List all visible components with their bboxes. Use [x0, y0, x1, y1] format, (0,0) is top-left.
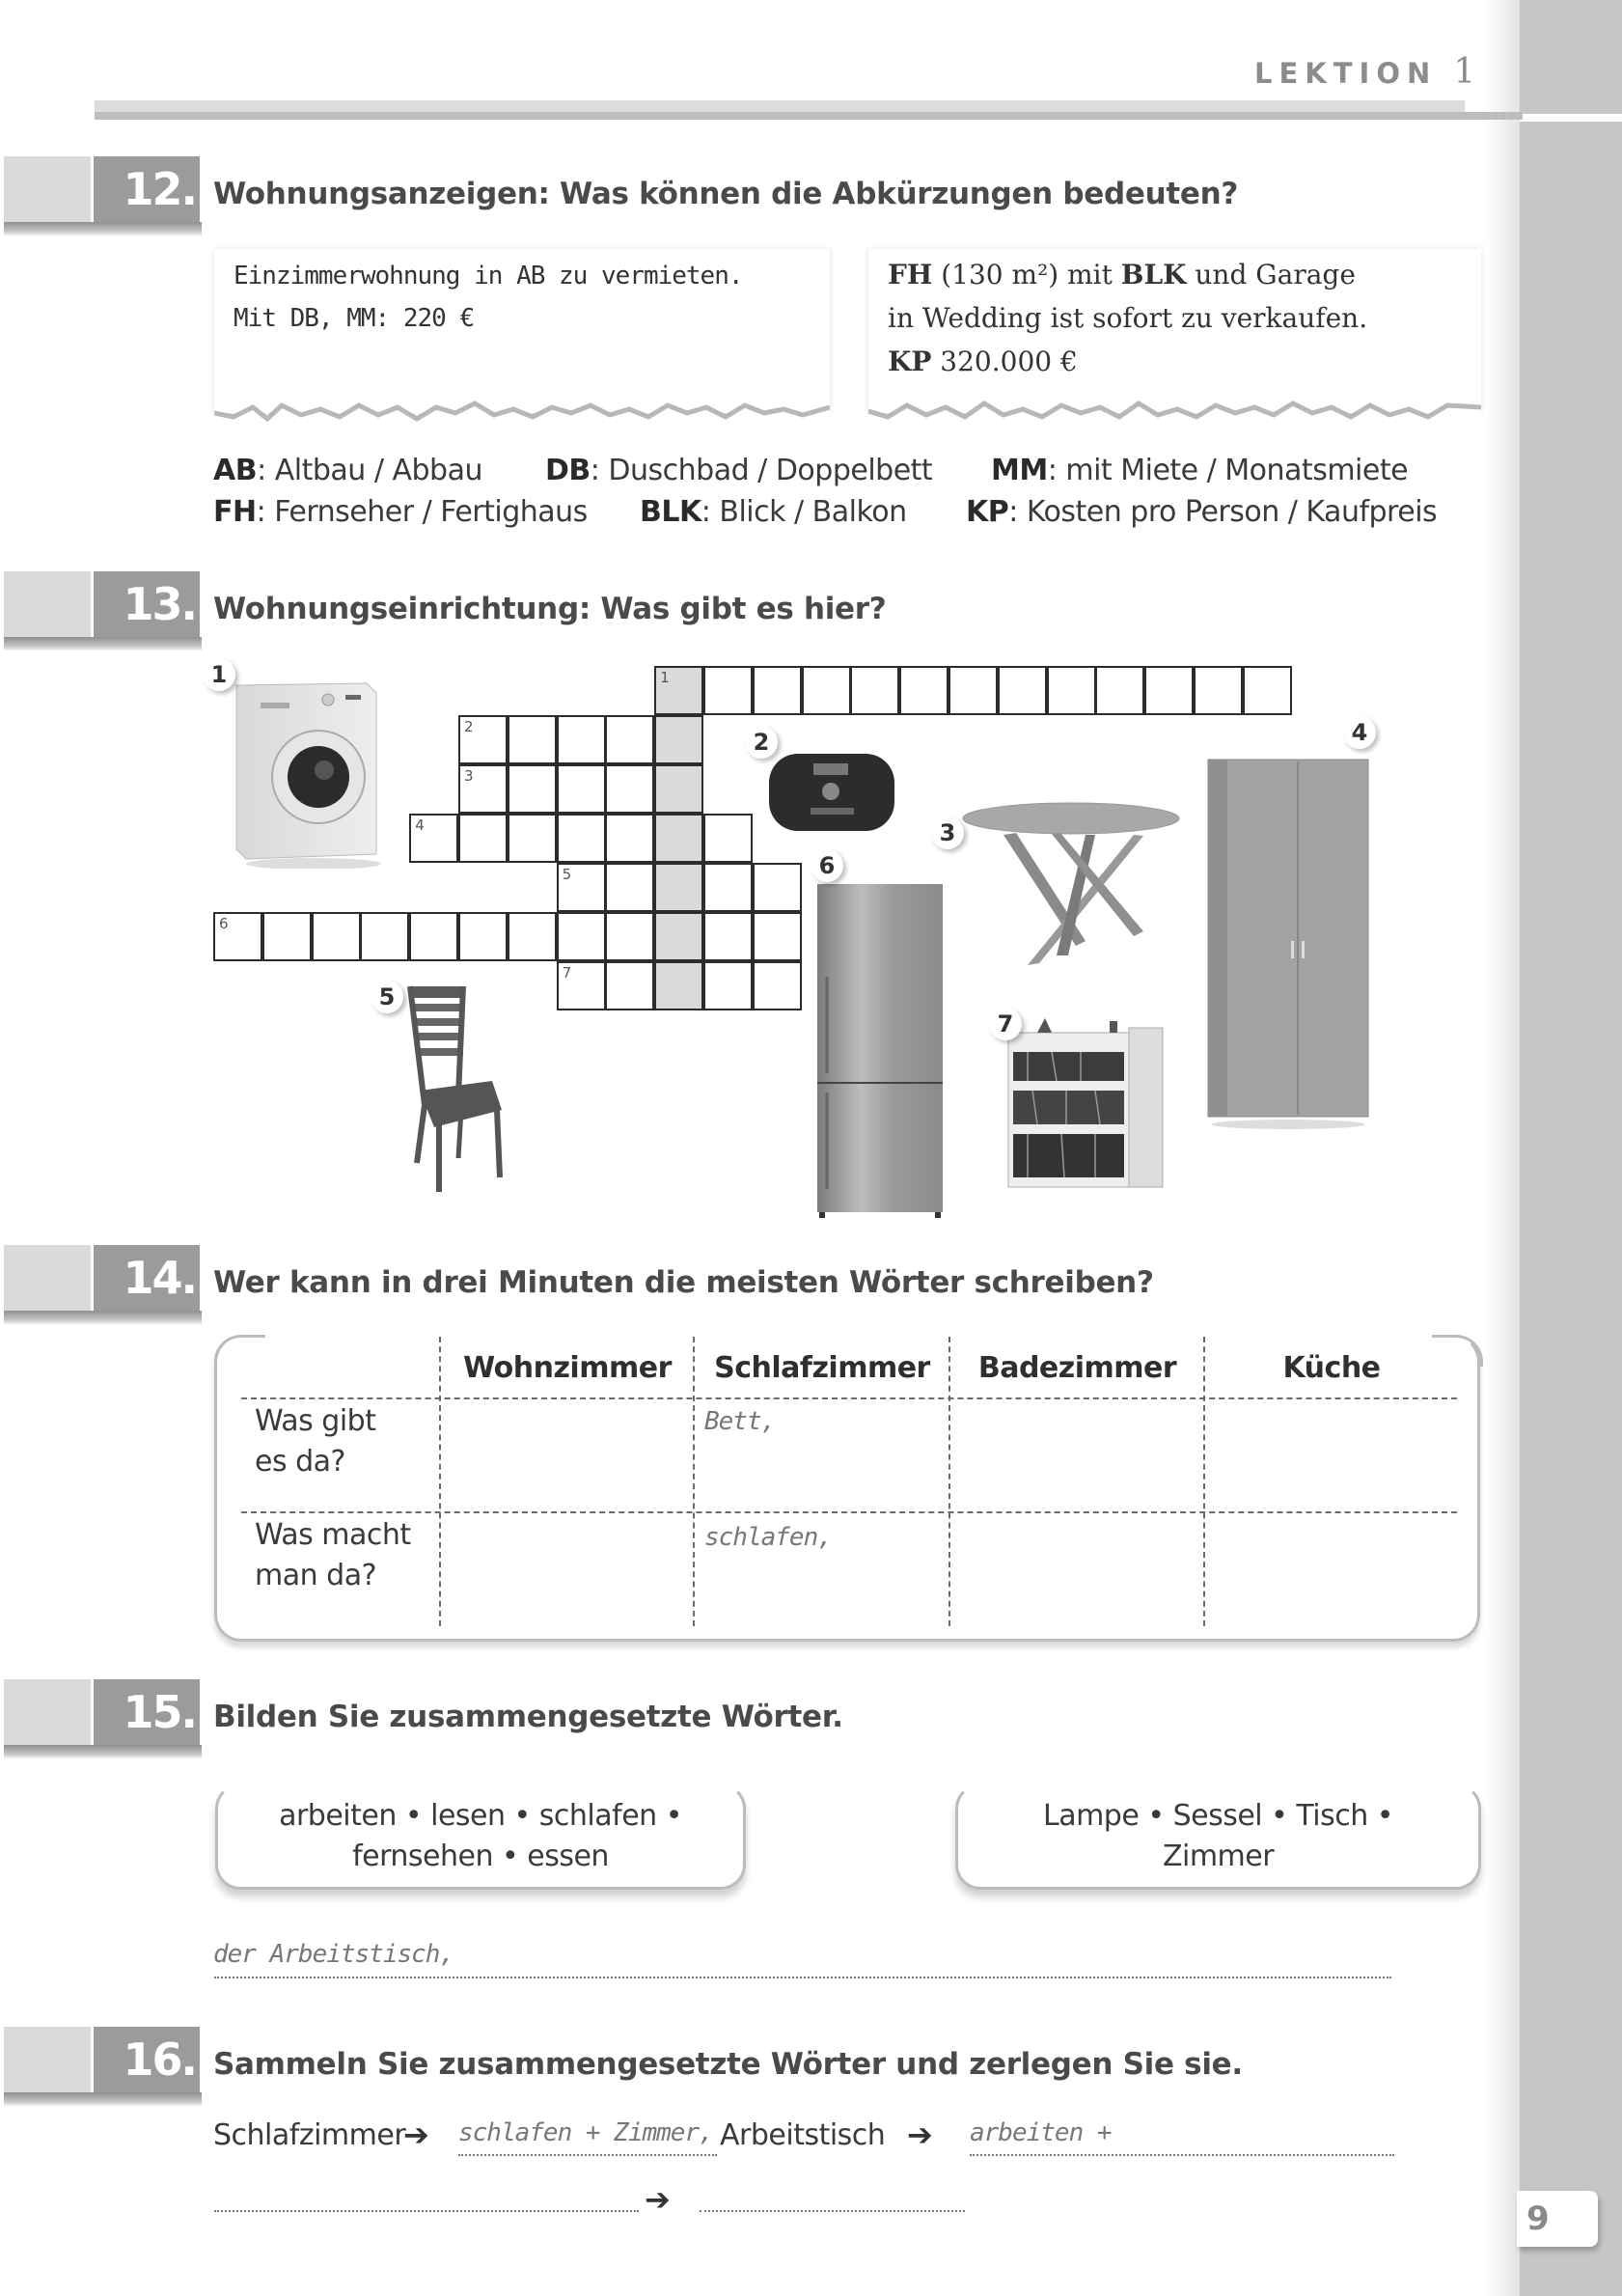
section-tab [4, 1679, 91, 1745]
crossword-cell[interactable] [458, 814, 508, 863]
crossword-cell[interactable] [312, 912, 361, 961]
crossword-cell[interactable] [654, 814, 703, 863]
row-divider [241, 1397, 1457, 1399]
crossword-cell[interactable] [458, 715, 508, 764]
section-tab [4, 571, 91, 637]
word-box-nouns-line2: Zimmer [1162, 1840, 1275, 1873]
picture-label-6: 6 [811, 849, 843, 882]
example-schlafzimmer: Schlafzimmer [213, 2118, 406, 2152]
exercise-number: 16. [94, 2027, 200, 2092]
crossword-cell[interactable] [213, 912, 262, 961]
table-corner [214, 1335, 265, 1367]
crossword-cell[interactable] [654, 715, 703, 764]
ad-right [868, 249, 1481, 413]
lesson-label: LEKTION [1254, 57, 1438, 90]
section-tab-shadow [4, 1745, 202, 1758]
crossword-cell[interactable] [899, 666, 948, 715]
abbreviation-db: DB: Duschbad / Doppelbett [545, 454, 933, 487]
crossword-cell[interactable] [850, 666, 899, 715]
header-rule [95, 100, 1465, 112]
crossword-cell[interactable] [753, 961, 802, 1010]
word-box-nouns [955, 1784, 1481, 1890]
ad-left-line2: Mit DB, MM: 220 € [234, 304, 475, 333]
exercise-title: Bilden Sie zusammengesetzte Wörter. [213, 1700, 843, 1734]
crossword-cell[interactable] [703, 912, 753, 961]
column-header-schlafzimmer: Schlafzimmer [714, 1351, 930, 1385]
crossword-clue-number: 1 [660, 669, 670, 686]
crossword-clue-number: 2 [464, 718, 474, 735]
washing-machine-image [232, 676, 386, 869]
section-tab-shadow [4, 637, 202, 650]
crossword-cell[interactable] [557, 961, 606, 1010]
crossword-cell[interactable] [1095, 666, 1144, 715]
answer-arbeiten[interactable]: arbeiten + [970, 2118, 1112, 2147]
answer-line[interactable] [458, 2154, 717, 2156]
section-tab-shadow [4, 222, 202, 235]
arrow-icon: ➔ [403, 2116, 429, 2153]
crossword-cell[interactable] [998, 666, 1047, 715]
crossword-cell[interactable] [1194, 666, 1243, 715]
crossword-cell[interactable] [605, 814, 654, 863]
crossword-cell[interactable] [605, 764, 654, 814]
crossword-cell[interactable] [654, 912, 703, 961]
column-divider [1203, 1337, 1205, 1626]
abbreviation-blk: BLK: Blick / Balkon [640, 495, 907, 529]
answer-line[interactable] [700, 2210, 965, 2212]
page-number: 9 [1517, 2191, 1598, 2247]
arrow-icon: ➔ [645, 2181, 671, 2218]
column-header-kueche: Küche [1282, 1351, 1381, 1385]
crossword-cell[interactable] [802, 666, 851, 715]
word-box-nouns-line1: Lampe • Sessel • Tisch • [1042, 1799, 1393, 1833]
lesson-header [1254, 52, 1475, 92]
crossword-clue-number: 7 [562, 964, 572, 982]
section-tab [4, 2027, 91, 2092]
crossword-cell[interactable] [409, 814, 458, 863]
crossword-cell[interactable] [703, 961, 753, 1010]
crossword-cell[interactable] [753, 863, 802, 912]
margin-gap [1520, 114, 1622, 122]
abbreviation-mm: MM: mit Miete / Monatsmiete [991, 454, 1409, 487]
crossword-cell[interactable] [508, 715, 557, 764]
crossword-cell[interactable] [654, 863, 703, 912]
exercise-title: Wer kann in drei Minuten die meisten Wörter schreiben? [213, 1265, 1154, 1300]
crossword-cell[interactable] [1243, 666, 1292, 715]
word-box-verbs-line2: fernsehen • essen [352, 1840, 609, 1873]
exercise-title: Wohnungsanzeigen: Was können die Abkürzungen bedeuten? [213, 177, 1239, 211]
crossword-cell[interactable] [753, 666, 802, 715]
exercise-title: Wohnungseinrichtung: Was gibt es hier? [213, 592, 887, 626]
crossword-cell[interactable] [557, 863, 606, 912]
arrow-icon: ➔ [907, 2116, 933, 2153]
crossword-cell[interactable] [605, 961, 654, 1010]
crossword-cell[interactable] [1144, 666, 1194, 715]
crossword-cell[interactable] [508, 814, 557, 863]
answer-cell-bett[interactable]: Bett, [704, 1407, 776, 1436]
column-divider [948, 1337, 950, 1626]
ad-right-line3: KP 320.000 € [888, 346, 1078, 377]
crossword-clue-number: 6 [219, 915, 229, 932]
section-tab [4, 156, 91, 222]
header-rule-dark [95, 112, 1523, 120]
ad-left-line1: Einzimmerwohnung in AB zu vermieten. [234, 262, 743, 290]
crossword-cell[interactable] [557, 715, 606, 764]
example-arbeitstisch: Arbeitstisch [720, 2118, 886, 2152]
row-divider [241, 1511, 1457, 1513]
exercise-number: 14. [94, 1245, 200, 1311]
table-image [960, 801, 1182, 975]
ad-right-line1: FH (130 m²) mit BLK und Garage [888, 259, 1356, 290]
row-label-was-macht: Was macht man da? [255, 1518, 411, 1592]
picture-label-4: 4 [1343, 716, 1376, 749]
section-tab-shadow [4, 1311, 202, 1324]
abbreviation-ab: AB: Altbau / Abbau [213, 454, 482, 487]
column-divider [439, 1337, 441, 1626]
column-header-wohnzimmer: Wohnzimmer [463, 1351, 672, 1385]
answer-line[interactable] [214, 2210, 639, 2212]
chair-image [405, 984, 550, 1197]
lesson-number: 1 [1453, 52, 1476, 92]
exercise-number: 13. [94, 571, 200, 637]
word-box-verbs [215, 1784, 746, 1890]
picture-label-5: 5 [371, 981, 403, 1013]
word-box-verbs-line1: arbeiten • lesen • schlafen • [279, 1799, 682, 1833]
answer-cell-schlafen[interactable]: schlafen, [704, 1523, 832, 1552]
answer-arbeitstisch[interactable]: der Arbeitstisch, [213, 1940, 454, 1969]
crossword-cell[interactable] [605, 863, 654, 912]
column-header-badezimmer: Badezimmer [977, 1351, 1177, 1385]
crossword-cell[interactable] [703, 863, 753, 912]
row-label-was-gibt: Was gibt es da? [255, 1404, 376, 1479]
crossword-cell[interactable] [654, 764, 703, 814]
fridge-image [815, 880, 950, 1223]
crossword-cell[interactable] [605, 912, 654, 961]
crossword-clue-number: 5 [562, 866, 572, 883]
crossword-cell[interactable] [948, 666, 998, 715]
crossword-cell[interactable] [409, 912, 458, 961]
crossword-cell[interactable] [557, 814, 606, 863]
picture-label-2: 2 [745, 726, 778, 759]
crossword-cell[interactable] [557, 912, 606, 961]
section-tab-shadow [4, 2092, 202, 2106]
crossword-cell[interactable] [458, 764, 508, 814]
crossword-cell[interactable] [654, 961, 703, 1010]
bookshelf-image [999, 1013, 1168, 1192]
ad-left [214, 249, 830, 413]
torn-edge [868, 394, 1481, 432]
margin-shade [1486, 0, 1520, 2296]
crossword-cell[interactable] [654, 666, 703, 715]
exercise-title: Sammeln Sie zusammengesetzte Wörter und zerlegen Sie sie. [213, 2047, 1243, 2082]
crossword-cell[interactable] [458, 912, 508, 961]
picture-label-1: 1 [203, 658, 235, 691]
answer-line[interactable] [214, 1977, 1391, 1978]
crossword-cell[interactable] [753, 912, 802, 961]
radio-image [767, 748, 897, 835]
crossword-clue-number: 4 [415, 816, 425, 834]
picture-label-3: 3 [931, 816, 964, 849]
crossword-cell[interactable] [605, 715, 654, 764]
ad-right-line2: in Wedding ist sofort zu verkaufen. [888, 302, 1368, 334]
crossword-cell[interactable] [703, 666, 753, 715]
answer-schlafen-zimmer[interactable]: schlafen + Zimmer, [458, 2118, 713, 2147]
column-divider [693, 1337, 695, 1626]
answer-line[interactable] [970, 2154, 1394, 2156]
abbreviation-fh: FH: Fernseher / Fertighaus [213, 495, 588, 529]
exercise-number: 12. [94, 156, 200, 222]
abbreviation-kp: KP: Kosten pro Person / Kaufpreis [966, 495, 1438, 529]
wardrobe-image [1206, 758, 1370, 1129]
section-tab [4, 1245, 91, 1311]
right-margin-stripe [1520, 0, 1622, 2296]
crossword-cell[interactable] [1047, 666, 1096, 715]
crossword-cell[interactable] [360, 912, 409, 961]
torn-edge [214, 394, 830, 432]
crossword-cell[interactable] [557, 764, 606, 814]
crossword-clue-number: 3 [464, 767, 474, 785]
crossword-cell[interactable] [262, 912, 312, 961]
picture-label-7: 7 [989, 1008, 1022, 1040]
exercise-number: 15. [94, 1679, 200, 1745]
crossword-cell[interactable] [508, 912, 557, 961]
crossword-cell[interactable] [508, 764, 557, 814]
crossword-cell[interactable] [703, 814, 753, 863]
